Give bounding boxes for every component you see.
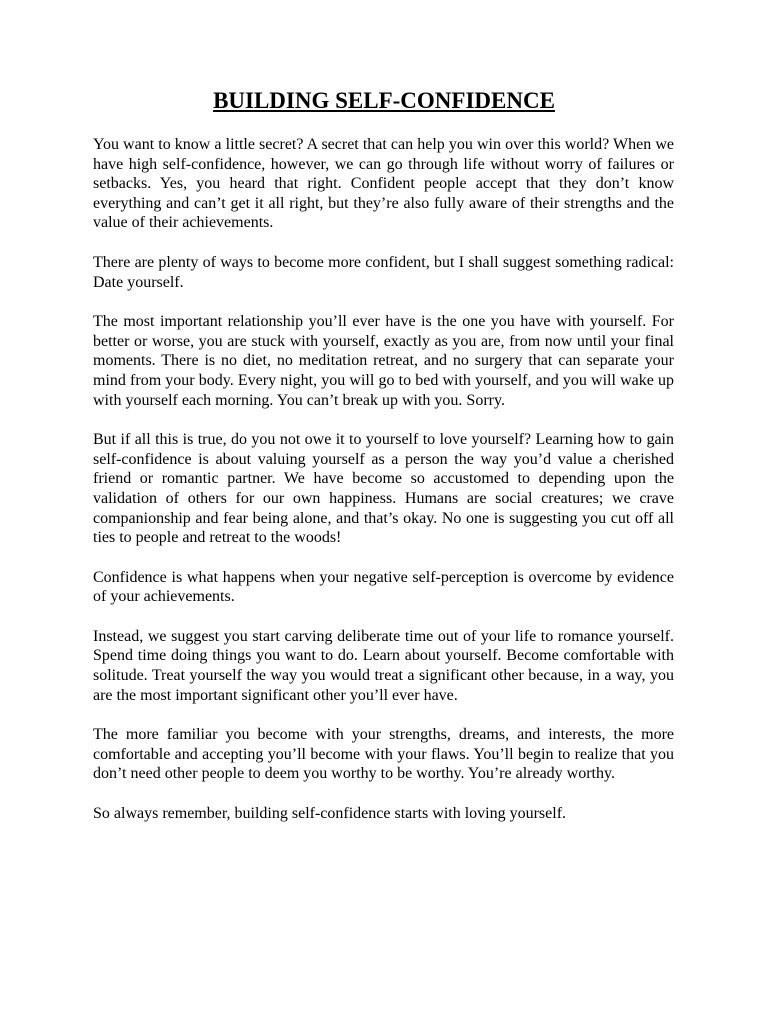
- document-title: BUILDING SELF-CONFIDENCE: [213, 88, 555, 113]
- paragraph-familiar: The more familiar you become with your strengths, dreams, and interests, the more comfortable and accepting you’ll become with your flaws. You’ll begin to realize that you don’t need other people to deem you worthy to be worthy. You’re already worthy.: [93, 726, 674, 783]
- paragraph-confidence-definition: Confidence is what happens when your negative self-perception is overcome by evidence of your achievements.: [93, 568, 674, 606]
- document-body: [93, 135, 674, 844]
- paragraph-date-yourself: There are plenty of ways to become more confident, but I shall suggest something radical: Date yourself.: [93, 253, 674, 291]
- paragraph-secret: You want to know a little secret? A secret that can help you win over this world? When we have high self-confidence, however, we can go through life without worry of failures or setbacks. Yes, you heard that right. Confident people accept that they don’t know everything and can’t get it all right, but they’re also fully aware of their strengths and the value of their achievements.: [93, 136, 674, 232]
- paragraph-conclusion: So always remember, building self-confidence starts with loving yourself.: [93, 805, 567, 823]
- paragraph-romance-yourself: Instead, we suggest you start carving deliberate time out of your life to romance yourself. Spend time doing things you want to do. Learn about yourself. Become comfortable with solitude. Treat yourself the way you would treat a significant other because, in a way, you are the most important significant other you’ll ever have.: [93, 627, 674, 704]
- paragraph-relationship: The most important relationship you’ll ever have is the one you have with yourself. For better or worse, you are stuck with yourself, exactly as you are, from now until your final moments. There is no diet, no meditation retreat, and no surgery that can separate your mind from your body. Every night, you will go to bed with yourself, and you will wake up with yourself each morning. You can’t break up with you. Sorry.: [93, 313, 674, 409]
- paragraph-love-yourself: But if all this is true, do you not owe it to yourself to love yourself? Learning how to gain self-confidence is about valuing yourself as a person the way you’d value a cherished friend or romantic partner. We have become so accustomed to depending upon the validation of others for our own happiness. Humans are social creatures; we crave companionship and fear being alone, and that’s okay. No one is suggesting you cut off all ties to people and retreat to the woods!: [93, 431, 674, 547]
